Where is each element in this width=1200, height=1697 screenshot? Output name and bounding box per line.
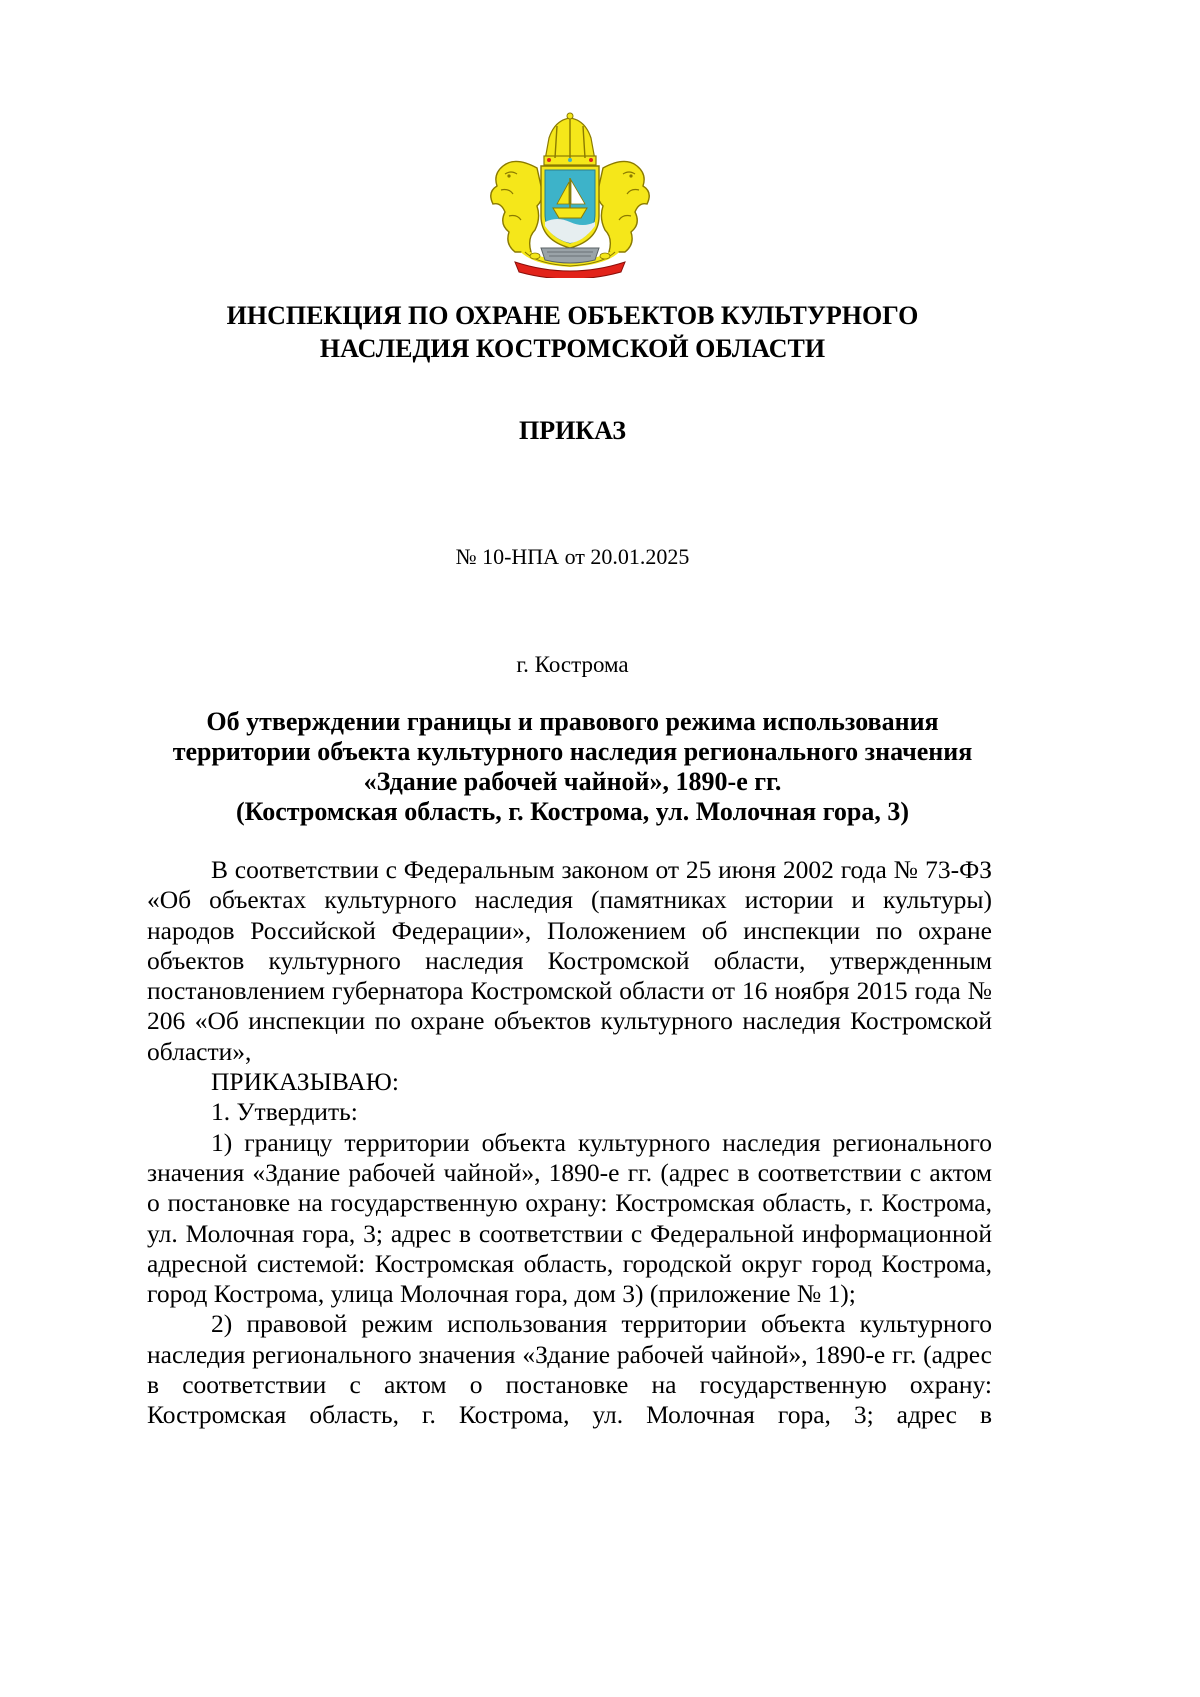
organization-name-line-2: НАСЛЕДИЯ КОСТРОМСКОЙ ОБЛАСТИ: [319, 334, 826, 363]
organization-name-line-1: ИНСПЕКЦИЯ ПО ОХРАНЕ ОБЪЕКТОВ КУЛЬТУРНОГО: [226, 301, 919, 330]
item-1-paragraph: 1. Утвердить:: [211, 1097, 358, 1127]
document-type: ПРИКАЗ: [518, 416, 627, 445]
order-body: [147, 855, 992, 1431]
sub-item-1-paragraph: 1) границу территории объекта культурного наследия регионального значения «Здание рабочей чайной», 1890-е гг. (адрес в соответствии с актом о постановке на государственную охрану: Костромская область, г. Кострома, ул. Молочная гора, 3; адрес в соответствии с Федеральной информационной адресной системой: Костромская область, городской округ город Кострома, город Кострома, улица Молочная гора, дом 3) (приложение № 1);: [147, 1127, 992, 1309]
organization-name: [0, 299, 1145, 365]
crown-icon: [544, 113, 596, 165]
coat-of-arms-emblem: [475, 112, 665, 278]
preamble-paragraph: В соответствии с Федеральным законом от 25 июня 2002 года № 73-ФЗ «Об объектах культурного наследия (памятниках истории и культуры) народов Российской Федерации», Положением об инспекции по охране объектов культурного наследия Костромской области, утвержденным постановлением губернатора Костромской области от 16 ноября 2015 года № 206 «Об инспекции по охране объектов культурного наследия Костромской области»,: [147, 855, 992, 1066]
order-title-line-4: (Костромская область, г. Кострома, ул. Молочная гора, 3): [236, 797, 909, 826]
order-title-line-2: территории объекта культурного наследия регионального значения: [172, 737, 973, 766]
lion-supporter-right-icon: [598, 161, 650, 252]
city-line: г. Кострома: [516, 652, 629, 677]
lion-supporter-left-icon: [491, 161, 543, 252]
sub-item-2-paragraph: 2) правовой режим использования территории объекта культурного наследия регионального значения «Здание рабочей чайной», 1890-е гг. (адрес в соответствии с актом о постановке на государственную охрану: Костромская область, г. Кострома, ул. Молочная гора, 3; адрес в: [147, 1309, 992, 1430]
order-number-date: № 10-НПА от 20.01.2025: [455, 544, 690, 569]
shield-icon: [541, 166, 599, 248]
order-word: ПРИКАЗЫВАЮ:: [211, 1067, 399, 1097]
order-title-line-1: Об утверждении границы и правового режима использования: [206, 707, 939, 736]
order-title-line-3: «Здание рабочей чайной», 1890-е гг.: [363, 767, 782, 796]
order-title: [0, 707, 1145, 827]
